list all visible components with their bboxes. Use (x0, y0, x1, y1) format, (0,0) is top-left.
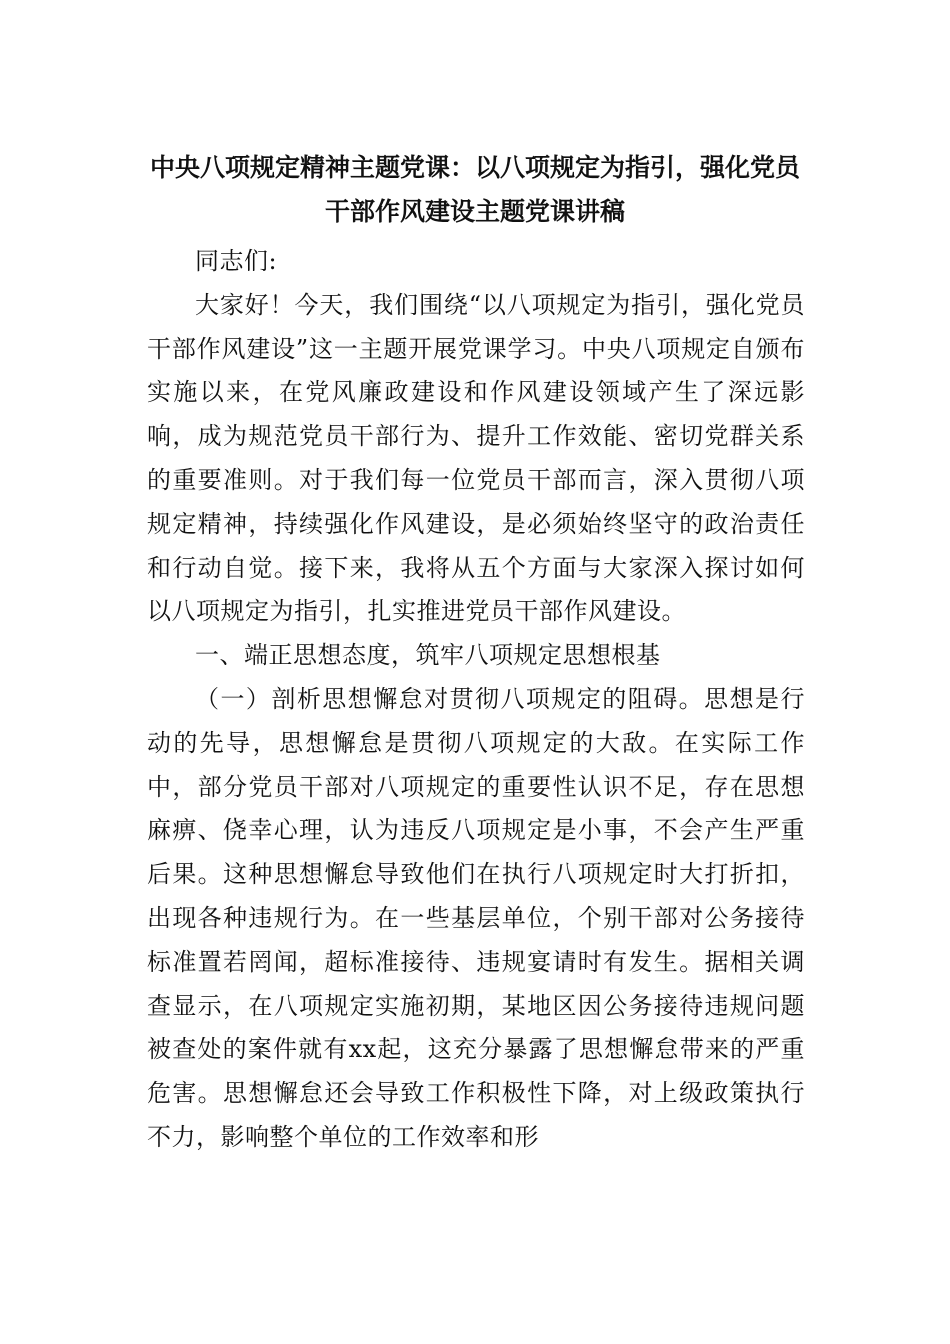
subsection-paragraph-1: （一）剖析思想懈怠对贯彻八项规定的阻碍。思想是行动的先导，思想懈怠是贯彻八项规定的大敌。在实际工作中，部分党员干部对八项规定的重要性认识不足，存在思想麻痹、侥幸心理，认为违反八项规定是小事，不会产生严重后果。这种思想懈怠导致他们在执行八项规定时大打折扣，出现各种违规行为。在一些基层单位，个别干部对公务接待标准置若罔闻，超标准接待、违规宴请时有发生。据相关调查显示，在八项规定实施初期，某地区因公务接待违规问题被查处的案件就有xx起，这充分暴露了思想懈怠带来的严重危害。思想懈怠还会导致工作积极性下降，对上级政策执行不力，影响整个单位的工作效率和形 (147, 684, 805, 1151)
section-heading-1: 一、端正思想态度，筑牢八项规定思想根基 (195, 641, 661, 670)
document-title: 中央八项规定精神主题党课：以八项规定为指引，强化党员干部作风建设主题党课讲稿 (149, 153, 800, 226)
intro-paragraph: 大家好！今天，我们围绕“以八项规定为指引，强化党员干部作风建设”这一主题开展党课学习。中央八项规定自颁布实施以来，在党风廉政建设和作风建设领域产生了深远影响，成为规范党员干部行为、提升工作效能、密切党群关系的重要准则。对于我们每一位党员干部而言，深入贯彻八项规定精神，持续强化作风建设，是必须始终坚守的政治责任和行动自觉。接下来，我将从五个方面与大家深入探讨如何以八项规定为指引，扎实推进党员干部作风建设。 (147, 290, 805, 626)
document-body (147, 240, 805, 1160)
salutation: 同志们: (195, 247, 278, 275)
